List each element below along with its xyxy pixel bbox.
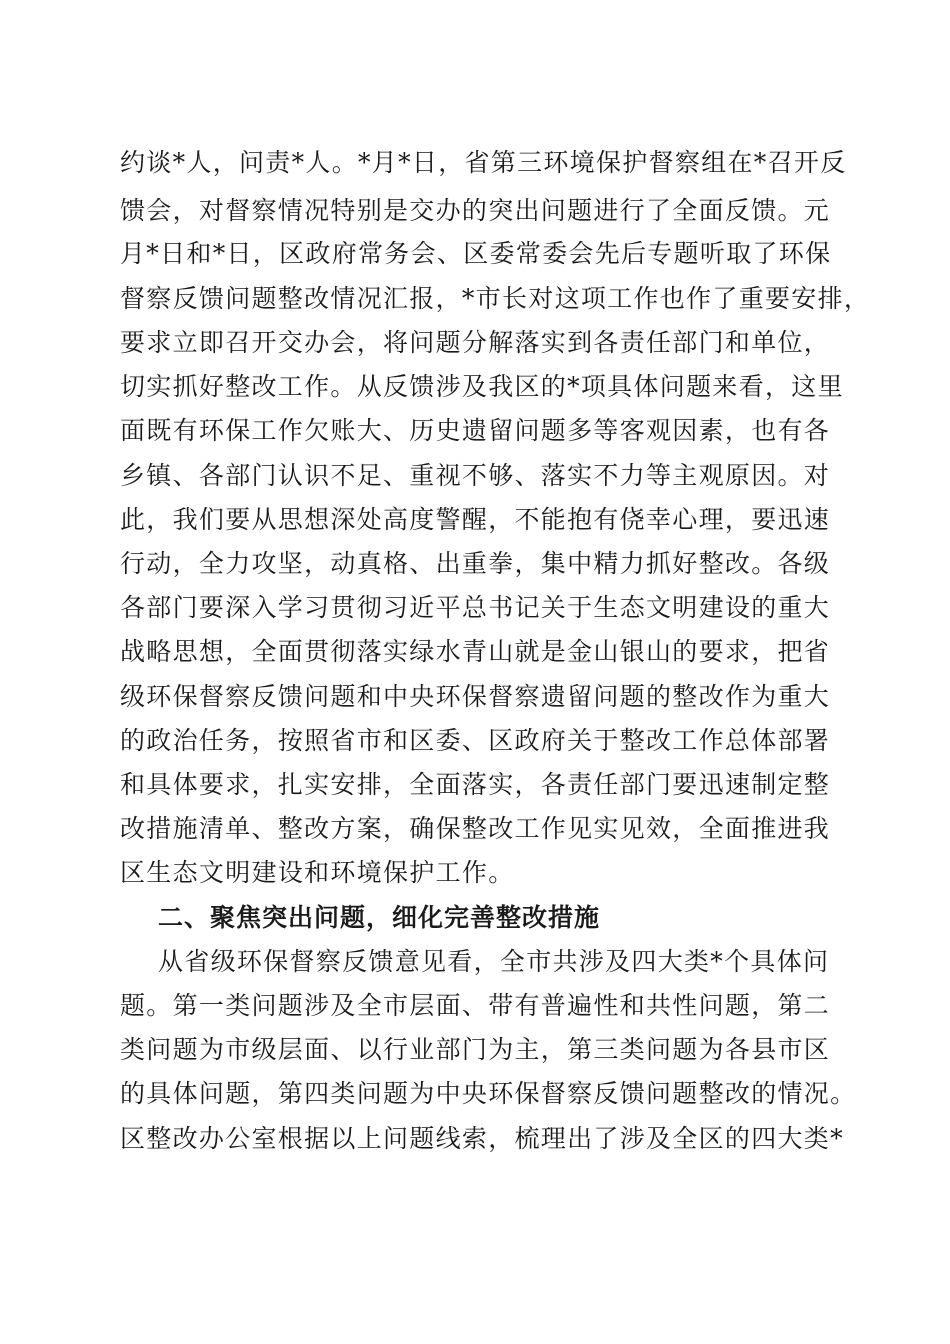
text-line: 从省级环保督察反馈意见看，全市共涉及四大类*个具体问 xyxy=(158,947,830,976)
text-line: 乡镇、各部门认识不足、重视不够、落实不力等主观原因。对 xyxy=(120,461,831,490)
text-line: 改措施清单、整改方案，确保整改工作见实见效，全面推进我 xyxy=(120,814,831,843)
text-line: 馈会，对督察情况特别是交办的突出问题进行了全面反馈。元 xyxy=(120,196,831,225)
text-line: 类问题为市级层面、以行业部门为主，第三类问题为各县市区 xyxy=(120,1035,831,1064)
text-line: 和具体要求，扎实安排，全面落实，各责任部门要迅速制定整 xyxy=(120,770,831,799)
text-line: 切实抓好整改工作。从反馈涉及我区的*项具体问题来看，这里 xyxy=(120,372,844,401)
text-line: 行动，全力攻坚，动真格、出重拳，集中精力抓好整改。各级 xyxy=(120,549,831,578)
text-line: 面既有环保工作欠账大、历史遗留问题多等客观因素，也有各 xyxy=(120,416,831,445)
text-line: 的具体问题，第四类问题为中央环保督察反馈问题整改的情况。 xyxy=(120,1079,857,1108)
text-line: 战略思想，全面贯彻落实绿水青山就是金山银山的要求，把省 xyxy=(120,637,831,666)
text-line: 月*日和*日，区政府常务会、区委常委会先后专题听取了环保 xyxy=(120,239,832,268)
section-heading: 二、聚焦突出问题，细化完善整改措施 xyxy=(158,903,601,932)
text-line: 督察反馈问题整改情况汇报，*市长对这项工作也作了重要安排， xyxy=(120,284,871,313)
text-line: 此，我们要从思想深处高度警醒，不能抱有侥幸心理，要迅速 xyxy=(120,505,831,534)
text-line: 区整改办公室根据以上问题线索，梳理出了涉及全区的四大类* xyxy=(120,1124,844,1153)
text-line: 的政治任务，按照省市和区委、区政府关于整改工作总体部署 xyxy=(120,726,831,755)
text-line: 约谈*人，问责*人。*月*日，省第三环境保护督察组在*召开反 xyxy=(120,148,847,177)
text-line: 题。第一类问题涉及全市层面、带有普遍性和共性问题，第二 xyxy=(120,991,831,1020)
text-line: 要求立即召开交办会，将问题分解落实到各责任部门和单位， xyxy=(120,328,831,357)
text-line: 区生态文明建设和环境保护工作。 xyxy=(120,858,515,887)
text-line: 各部门要深入学习贯彻习近平总书记关于生态文明建设的重大 xyxy=(120,593,831,622)
text-line: 级环保督察反馈问题和中央环保督察遗留问题的整改作为重大 xyxy=(120,682,831,711)
